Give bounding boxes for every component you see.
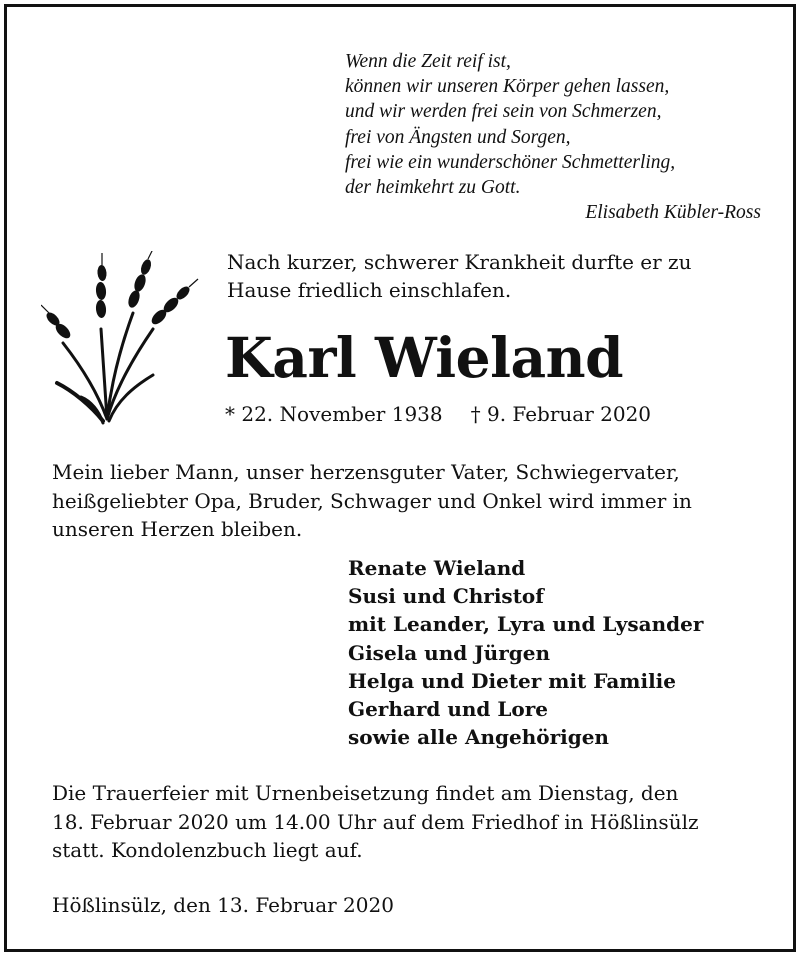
family-member: Renate Wieland [348,556,526,580]
poem-author: Elisabeth Kübler-Ross [585,202,761,224]
birth-date: * 22. November 1938 [225,402,443,426]
message-text [52,458,792,544]
place-date: Hößlinsülz, den 13. Februar 2020 [52,893,394,917]
death-date: † 9. Februar 2020 [470,402,652,426]
wheat-icon [41,251,201,426]
deceased-name: Karl Wieland [225,325,624,390]
funeral-line: Die Trauerfeier mit Urnenbeisetzung findet am Dienstag, den [52,781,679,805]
family-member: Susi und Christof [348,584,544,609]
intro-text [227,248,787,304]
family-member: Gerhard und Lore [348,697,549,722]
message-line: Mein lieber Mann, unser herzensguter Vater, Schwiegervater, [52,460,680,484]
family-member: sowie alle Angehörigen [348,725,609,750]
message-line: unseren Herzen bleiben. [52,517,303,541]
funeral-line: statt. Kondolenzbuch liegt auf. [52,838,363,862]
poem-line: frei wie ein wunderschöner Schmetterling, [345,151,676,173]
intro-line: Nach kurzer, schwerer Krankheit durfte er zu [227,250,692,274]
poem-line: frei von Ängsten und Sorgen, [345,126,571,148]
life-dates [225,400,651,428]
message-line: heißgeliebter Opa, Bruder, Schwager und Onkel wird immer in [52,488,692,513]
funeral-line: 18. Februar 2020 um 14.00 Uhr auf dem Friedhof in Hößlinsülz [52,809,699,834]
poem-line: und wir werden frei sein von Schmerzen, [345,101,662,123]
poem-line: Wenn die Zeit reif ist, [345,51,511,72]
family-member: Helga und Dieter mit Familie [348,668,676,693]
poem-line: der heimkehrt zu Gott. [345,177,521,199]
family-member: mit Leander, Lyra und Lysander [348,612,704,637]
family-member: Gisela und Jürgen [348,640,551,665]
poem-quote [345,49,765,225]
intro-line: Hause friedlich einschlafen. [227,278,512,302]
family-list [348,554,703,751]
funeral-info [52,779,699,865]
obituary-frame [4,4,796,952]
poem-line: können wir unseren Körper gehen lassen, [345,76,670,98]
